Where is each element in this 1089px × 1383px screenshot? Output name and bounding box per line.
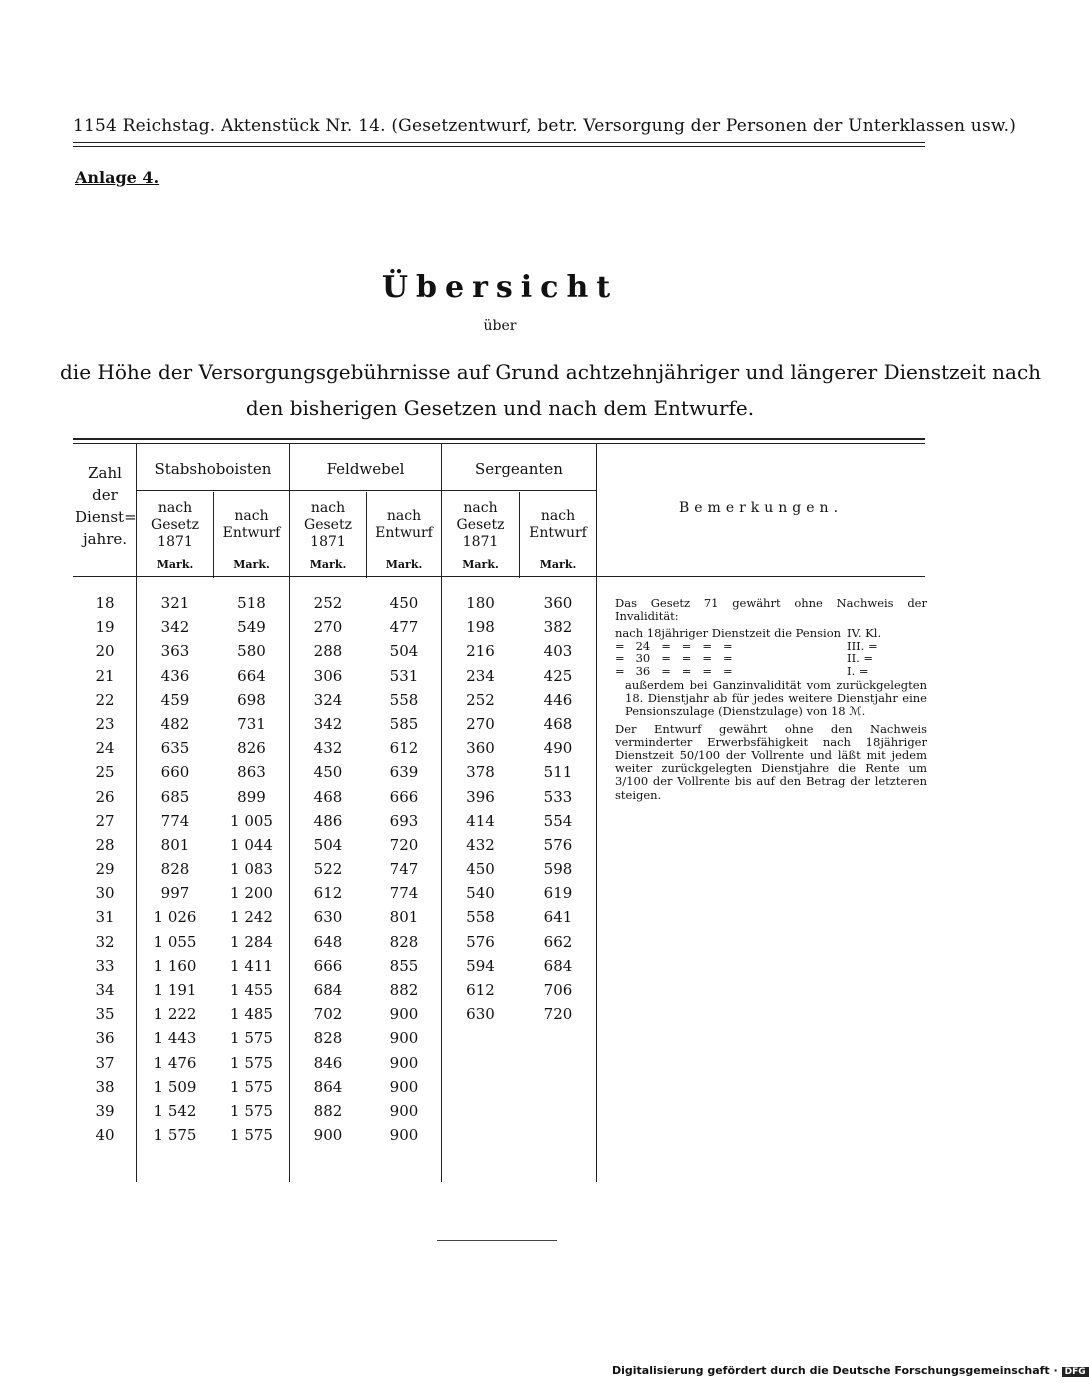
table-cell: 900 [389,1053,419,1072]
table-cell: 459 [160,690,190,709]
years-header-line: Zahl [88,464,122,482]
table-cell: 414 [466,811,495,830]
table-cell: 19 [95,618,115,637]
table-cell: 774 [389,884,419,903]
table-cell: 1 509 [153,1077,197,1096]
table-cell: 900 [313,1126,343,1145]
table-cell: 558 [389,690,419,709]
table-cell: 639 [389,763,419,782]
end-rule [437,1240,557,1241]
table-cell: 828 [160,860,190,879]
table-cell: 576 [543,835,573,854]
table-cell: 1 044 [230,835,273,854]
subheader-line: Entwurf [529,525,587,541]
table-cell: 39 [95,1101,115,1120]
table-cell: 1 485 [230,1005,273,1024]
table-top-rule-thin [73,443,925,444]
table-cell: 648 [313,932,343,951]
table-cell: 1 200 [230,884,273,903]
table-cell: 436 [160,666,190,685]
table-cell: 504 [313,835,343,854]
table-cell: 693 [389,811,419,830]
table-cell: 450 [389,594,419,612]
table-cell: 482 [160,714,190,733]
table-cell: 252 [313,594,343,612]
years-header [75,462,135,550]
table-cell: 720 [389,835,419,854]
table-cell: 1 222 [153,1005,197,1024]
table-cell: 382 [543,618,573,637]
table-cell: 432 [466,835,495,854]
table-cell: 855 [389,956,419,975]
column-years [75,591,135,1147]
appendix-label: Anlage 4. [75,168,160,187]
subheader-gesetz [442,500,519,551]
subheader-entwurf [520,508,596,542]
group-rule [442,490,596,491]
table-cell: 522 [313,860,343,879]
table-cell: 32 [95,932,115,951]
table-cell: 900 [389,1101,419,1120]
unit-label: Mark. [309,558,347,571]
table-cell: 801 [160,835,190,854]
header-rule [73,142,925,143]
table-cell: 35 [95,1005,115,1024]
column-stabs-entwurf [214,591,289,1147]
table-cell: 664 [237,666,266,685]
table-cell: 1 575 [230,1101,273,1120]
page-title: Übersicht [381,270,619,305]
subheader-gesetz [137,500,213,551]
subheader-entwurf [214,508,289,542]
table-cell: 504 [389,642,419,661]
table-cell: 1 443 [153,1029,197,1048]
subheader-line: nach [310,500,346,516]
table-cell: 540 [466,884,495,903]
table-cell: 774 [160,811,190,830]
table-cell: 666 [389,787,419,806]
table-cell: 23 [95,714,115,733]
table-cell: 698 [237,690,266,709]
table-cell: 554 [543,811,573,830]
table-cell: 21 [95,666,115,685]
header-rule-double [73,146,925,147]
subheader-line: Gesetz [456,517,505,533]
table-cell: 747 [389,860,419,879]
table-cell: 863 [237,763,266,782]
remarks-pension-table [615,627,887,677]
table-cell: 1 575 [230,1029,273,1048]
table-cell: 252 [466,690,495,709]
table-cell: 549 [237,618,266,637]
table-cell: 180 [466,594,495,612]
table-cell: 342 [160,618,190,637]
remarks-cell: III. = [847,638,878,653]
table-cell: 30 [95,884,115,903]
table-cell: 37 [95,1053,115,1072]
column-serg-gesetz [442,591,519,1026]
unit-label: Mark. [233,558,270,571]
title-connector: über [483,318,517,334]
table-cell: 1 542 [153,1101,197,1120]
table-cell: 396 [466,787,495,806]
table-cell: 635 [160,739,190,758]
table-cell: 360 [466,739,495,758]
table-cell: 360 [543,594,573,612]
table-cell: 468 [543,714,573,733]
table-cell: 321 [160,594,190,612]
table-cell: 666 [313,956,343,975]
table-cell: 24 [95,739,115,758]
remarks-cell: = 36 = = = = [615,663,733,678]
table-cell: 801 [389,908,419,927]
table-cell: 612 [466,981,495,999]
table-header-rule [73,576,925,577]
unit-label: Mark. [385,558,423,571]
table-cell: 363 [160,642,190,661]
group-header-stabshoboisten: Stabshoboisten [154,460,272,478]
table-cell: 531 [389,666,419,685]
table-cell: 34 [95,981,115,999]
unit-label: Mark. [462,558,499,571]
remarks-paragraph-3: Der Entwurf gewährt ohne den Nachweis verminderter Erwerbsfähigkeit nach 18jähriger Dienstzeit 50/100 der Vollrente und läßt mit jedem weiter zurückgelegten Dienstjahre die Rente um 3/100 der Vollrente bis auf den Betrag der letzteren steigen. [615,721,927,802]
running-header: 1154 Reichstag. Aktenstück Nr. 14. (Gesetzentwurf, betr. Versorgung der Personen der Unterklassen usw.) [73,116,1017,136]
table-cell: 899 [237,787,266,806]
table-cell: 25 [95,763,115,782]
table-cell: 38 [95,1077,115,1096]
table-cell: 446 [543,690,573,709]
table-cell: 378 [466,763,495,782]
table-cell: 612 [389,739,419,758]
table-cell: 882 [313,1101,343,1120]
table-cell: 518 [237,594,266,612]
table-cell: 1 575 [230,1077,273,1096]
remarks-row [615,652,887,664]
dfg-logo: DFG [1062,1367,1089,1377]
column-feld-entwurf [367,591,441,1147]
subheader-gesetz [290,500,366,551]
remarks-row [615,627,887,639]
remarks-block [615,597,927,806]
table-cell: 29 [95,860,115,879]
table-cell: 486 [313,811,343,830]
table-cell: 619 [543,884,573,903]
group-header-sergeanten: Sergeanten [475,460,563,478]
subheader-entwurf [367,508,441,542]
remarks-cell: nach 18jähriger Dienstzeit die Pension [615,626,842,641]
table-cell: 685 [160,787,190,806]
subheader-line: Gesetz [151,517,199,533]
subtitle-line-2: den bisherigen Gesetzen und nach dem Entwurfe. [245,396,755,420]
table-cell: 580 [237,642,266,661]
table-cell: 36 [95,1029,115,1048]
table-cell: 585 [389,714,419,733]
table-cell: 306 [313,666,343,685]
table-cell: 1 026 [153,908,197,927]
table-cell: 900 [389,1029,419,1048]
subheader-line: Gesetz [304,517,352,533]
table-cell: 864 [313,1077,343,1096]
table-cell: 630 [466,1005,495,1024]
subheader-line: 1871 [462,534,499,550]
table-cell: 684 [543,956,573,975]
remarks-cell: IV. Kl. [847,626,882,641]
table-cell: 828 [389,932,419,951]
column-feld-gesetz [290,591,366,1147]
table-cell: 662 [543,932,573,951]
table-cell: 511 [543,763,573,782]
table-cell: 882 [389,981,419,999]
subheader-line: Entwurf [375,525,433,541]
table-cell: 450 [466,860,495,879]
col-divider [596,444,597,1182]
remarks-header: Bemerkungen. [678,500,844,516]
table-cell: 576 [466,932,495,951]
table-cell: 641 [543,908,573,927]
subheader-line: nach [540,508,576,524]
table-cell: 594 [466,956,495,975]
subtitle-line-1: die Höhe der Versorgungsgebührnisse auf Grund achtzehnjähriger und längerer Dienstzeit nach [60,360,1042,384]
group-rule [290,490,441,491]
table-cell: 720 [543,1005,573,1024]
subheader-line: nach [386,508,422,524]
table-cell: 1 575 [153,1126,197,1145]
table-cell: 28 [95,835,115,854]
group-rule [137,490,289,491]
table-cell: 1 083 [230,860,273,879]
table-cell: 684 [313,981,343,999]
table-cell: 26 [95,787,115,806]
table-cell: 198 [466,618,495,637]
table-cell: 702 [313,1005,343,1024]
table-cell: 1 284 [230,932,273,951]
years-header-line: der [92,486,118,504]
table-cell: 20 [95,642,115,661]
column-stabs-gesetz [137,591,213,1147]
table-cell: 1 476 [153,1053,197,1072]
table-cell: 270 [466,714,495,733]
table-cell: 706 [543,981,573,999]
table-cell: 826 [237,739,266,758]
table-cell: 1 455 [230,981,273,999]
table-cell: 828 [313,1029,343,1048]
table-cell: 425 [543,666,573,685]
table-cell: 324 [313,690,343,709]
table-cell: 900 [389,1077,419,1096]
table-cell: 490 [543,739,573,758]
remarks-paragraph-2: außerdem bei Ganzinvalidität vom zurückgelegten 18. Dienstjahr ab für jedes weitere Dienstjahr eine Pensionszulage (Dienstzulage) von 18 ℳ. [625,678,927,719]
remarks-paragraph-1: Das Gesetz 71 gewährt ohne Nachweis der Invalidität: [615,596,927,624]
table-cell: 270 [313,618,343,637]
table-cell: 630 [313,908,343,927]
table-cell: 288 [313,642,343,661]
table-cell: 731 [237,714,266,733]
table-cell: 22 [95,690,115,709]
table-cell: 468 [313,787,343,806]
table-cell: 660 [160,763,190,782]
table-top-rule [73,438,925,440]
footer-text: Digitalisierung gefördert durch die Deutsche Forschungsgemeinschaft · [612,1364,1058,1377]
table-cell: 533 [543,787,573,806]
table-cell: 450 [313,763,343,782]
unit-label: Mark. [156,558,194,571]
subheader-line: nach [463,500,498,516]
group-header-feldwebel: Feldwebel [326,460,405,478]
table-cell: 342 [313,714,343,733]
table-cell: 477 [389,618,419,637]
table-cell: 1 575 [230,1126,273,1145]
table-cell: 1 005 [230,811,273,830]
remarks-cell: = 24 = = = = [615,638,733,653]
table-cell: 1 191 [153,981,197,999]
table-cell: 900 [389,1005,419,1024]
column-serg-entwurf [520,591,596,1026]
table-cell: 997 [160,884,190,903]
table-cell: 33 [95,956,115,975]
subheader-line: 1871 [157,534,193,550]
table-cell: 31 [95,908,115,927]
subheader-line: nach [234,508,269,524]
table-cell: 1 411 [230,956,273,975]
table-cell: 846 [313,1053,343,1072]
table-cell: 558 [466,908,495,927]
table-cell: 27 [95,811,115,830]
table-cell: 18 [95,594,115,612]
digitization-footer [612,1364,1089,1377]
subheader-line: 1871 [310,534,346,550]
table-cell: 40 [95,1126,115,1145]
remarks-row [615,665,887,677]
remarks-cell: II. = [847,651,874,666]
table-cell: 1 575 [230,1053,273,1072]
table-cell: 598 [543,860,573,879]
years-header-line: jahre. [82,530,128,548]
table-cell: 900 [389,1126,419,1145]
remarks-cell: I. = [847,663,869,678]
table-cell: 403 [543,642,573,661]
unit-label: Mark. [539,558,577,571]
table-cell: 612 [313,884,343,903]
table-cell: 1 242 [230,908,273,927]
years-header-line: Dienst= [75,508,137,526]
remarks-cell: = 30 = = = = [615,651,733,666]
table-cell: 234 [466,666,495,685]
table-cell: 1 160 [153,956,197,975]
subheader-line: Entwurf [222,525,281,541]
table-cell: 216 [466,642,495,661]
subheader-line: nach [157,500,193,516]
table-cell: 1 055 [153,932,197,951]
table-cell: 432 [313,739,343,758]
